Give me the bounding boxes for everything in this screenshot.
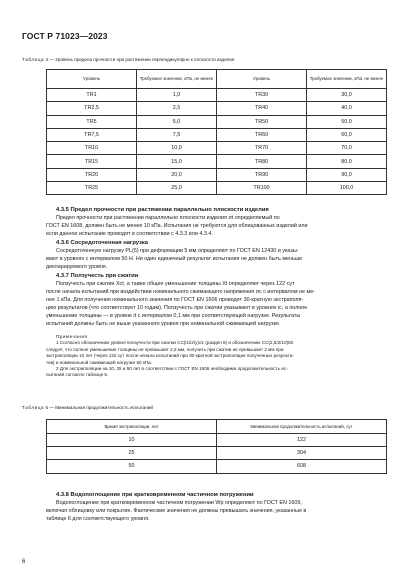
- table-cell: 304: [217, 447, 387, 460]
- section-4-3-6-heading: 4.3.6 Сосредоточенная нагрузка: [56, 240, 148, 246]
- section-4-3-8-heading: 4.3.8 Водопоглощение при кратковременном частичном погружении: [56, 492, 254, 498]
- section-4-3-8-text: [46, 500, 390, 524]
- text-line: если данное испытание проводят в соответствии с 4.3.3 или 4.3.4.: [46, 230, 213, 237]
- text-line: декларируемого уровня.: [46, 263, 108, 270]
- table-cell: 100,0: [307, 182, 387, 195]
- table-cell: 25,0: [137, 182, 217, 195]
- table-cell: TR1: [47, 89, 137, 102]
- table-cell: 2,5: [137, 102, 217, 115]
- table-row: [47, 102, 387, 115]
- notes-heading: Примечания: [56, 334, 88, 339]
- table-cell: 30,0: [307, 89, 387, 102]
- page-number: 6: [22, 559, 26, 565]
- table-header-row: [47, 70, 387, 89]
- table-4-number: 4: [45, 57, 49, 62]
- table-cell: TR10: [47, 142, 137, 155]
- table-cell: 90,0: [307, 168, 387, 181]
- table-cell: 50,0: [307, 115, 387, 128]
- column-header: Уровень: [217, 70, 307, 89]
- text-line: нее 1 кПа. Для получения номинального значения по ГОСТ EN 1606 проводят 30-кратную экстраполя-: [46, 296, 304, 303]
- table-cell: TR30: [217, 89, 307, 102]
- note-line: пытаний согласно таблице 5.: [46, 372, 109, 378]
- table-cell: TR50: [217, 115, 307, 128]
- table-cell: TR60: [217, 128, 307, 141]
- table-cell: TR15: [47, 155, 137, 168]
- column-header: Время экстраполяции, лет: [47, 420, 217, 434]
- note-line: тов) и номинальной сжимающей нагрузке 50 кПа.: [46, 359, 152, 365]
- text-line: Ползучесть при сжатии Xct, а также общее уменьшение толщины Xt определяют через 122 сут: [56, 281, 295, 287]
- table-header-row: [47, 420, 387, 434]
- note-line: следует, что полное уменьшение толщины не превышает 2,5 мм, получить при сжатии не превышает 2 мм при: [46, 346, 284, 352]
- section-4-3-5-text: [46, 215, 390, 239]
- table-row: [47, 115, 387, 128]
- table-cell: TR90: [217, 168, 307, 181]
- section-4-3-7-heading: 4.3.7 Ползучесть при сжатии: [56, 273, 139, 279]
- table-cell: 608: [217, 460, 387, 473]
- table-cell: 40,0: [307, 102, 387, 115]
- notes-block: [46, 334, 390, 379]
- section-4-3-6-text: [46, 248, 390, 272]
- table-row: [47, 447, 387, 460]
- table-4-label: Таблица: [22, 57, 45, 62]
- table-5-number: 5: [45, 405, 49, 410]
- text-line: Водопоглощение при кратковременном частичном погружении Wp определяют по ГОСТ EN 1609,: [56, 500, 302, 506]
- table-cell: 10,0: [137, 142, 217, 155]
- text-line: включая облицовку или покрытие. Фактические значения не должны превышать значения, указанные в: [46, 507, 307, 514]
- table-cell: TR100: [217, 182, 307, 195]
- table-5: [46, 419, 387, 474]
- note-line: 1 Согласно обозначению уровня ползучести при сжатии CC(i1/i2/y)σc (раздел 6) и обозначению CC(2,5/2/10)50: [56, 340, 294, 346]
- table-cell: TR20: [47, 168, 137, 181]
- table-cell: 10: [47, 434, 217, 447]
- table-cell: 60,0: [307, 128, 387, 141]
- table-cell: 122: [217, 434, 387, 447]
- table-row: [47, 460, 387, 473]
- section-4-3-5-heading: 4.3.5 Предел прочности при растяжении параллельно плоскости изделия: [56, 207, 269, 213]
- table-row: [47, 142, 387, 155]
- section-4-3-7-text: [46, 281, 390, 328]
- table-cell: 1,0: [137, 89, 217, 102]
- text-line: уменьшение толщины — в уровне it с интервалом 0,1 мм при соответствующей нагрузке. Результаты: [46, 312, 301, 319]
- table-cell: 50: [47, 460, 217, 473]
- table-cell: 15,0: [137, 155, 217, 168]
- text-line: Сосредоточенную нагрузку PL(5) при деформации 5 мм определяют по ГОСТ EN 12430 и указы-: [56, 248, 299, 254]
- note-line: экстраполяции 10 лет (через 122 сут после начала испытаний при 30-кратной экстраполяции полученных результа-: [46, 353, 294, 359]
- column-header: Минимальная продолжительность испытаний, сут: [217, 420, 387, 434]
- column-header: Уровень: [47, 70, 137, 89]
- table-4-caption: [22, 57, 234, 63]
- table-cell: 7,5: [137, 128, 217, 141]
- table-row: [47, 128, 387, 141]
- table-cell: TR80: [217, 155, 307, 168]
- table-5-title: — Минимальная продолжительность испытаний: [49, 405, 153, 410]
- table-row: [47, 168, 387, 181]
- table-cell: TR70: [217, 142, 307, 155]
- table-5-caption: [22, 405, 153, 411]
- table-cell: TR7,5: [47, 128, 137, 141]
- table-cell: 80,0: [307, 155, 387, 168]
- text-line: ГОСТ EN 1608, должен быть не менее 10 кПа. Испытания не требуются для облицованных изделий или: [46, 222, 308, 229]
- table-5-label: Таблица: [22, 405, 45, 410]
- text-line: цию результатов (что соответствует 10 годам). Ползучесть при сжатии указывают в уровнях ic, а полное: [46, 304, 308, 311]
- column-header: Требуемое значение, кПа, не менее: [307, 70, 387, 89]
- table-4: [46, 69, 387, 195]
- table-cell: TR2,5: [47, 102, 137, 115]
- table-row: [47, 434, 387, 447]
- text-line: Предел прочности при растяжении параллельно плоскости изделия σt определяемый по: [56, 215, 280, 221]
- table-row: [47, 182, 387, 195]
- table-cell: 25: [47, 447, 217, 460]
- table-4-title: — Уровень предела прочности при растяжении перпендикулярно к плоскости изделия: [49, 57, 235, 62]
- note-line: 2 Для экстраполяции на 10, 25 и 50 лет в соответствии с ГОСТ EN 1606 необходима продолжительность ис-: [56, 366, 288, 372]
- table-cell: TR40: [217, 102, 307, 115]
- text-line: после начала испытаний при воздействии номинального сжимающего напряжения σc с интервалом не ме-: [46, 288, 316, 295]
- table-row: [47, 155, 387, 168]
- table-cell: 70,0: [307, 142, 387, 155]
- table-cell: TR5: [47, 115, 137, 128]
- text-line: вают в уровнях с интервалом 50 Н. Ни один единичный результат испытания не должен быть меньше: [46, 255, 303, 262]
- column-header: Требуемое значение, кПа, не менее: [137, 70, 217, 89]
- table-cell: TR25: [47, 182, 137, 195]
- text-line: таблице 6 для соответствующего уровня.: [46, 515, 150, 522]
- document-title: ГОСТ Р 71023—2023: [22, 31, 108, 41]
- text-line: испытаний должны быть не выше указанного уровня при номинальной сжимающей нагрузке.: [46, 320, 281, 327]
- table-row: [47, 89, 387, 102]
- table-cell: 20,0: [137, 168, 217, 181]
- table-cell: 5,0: [137, 115, 217, 128]
